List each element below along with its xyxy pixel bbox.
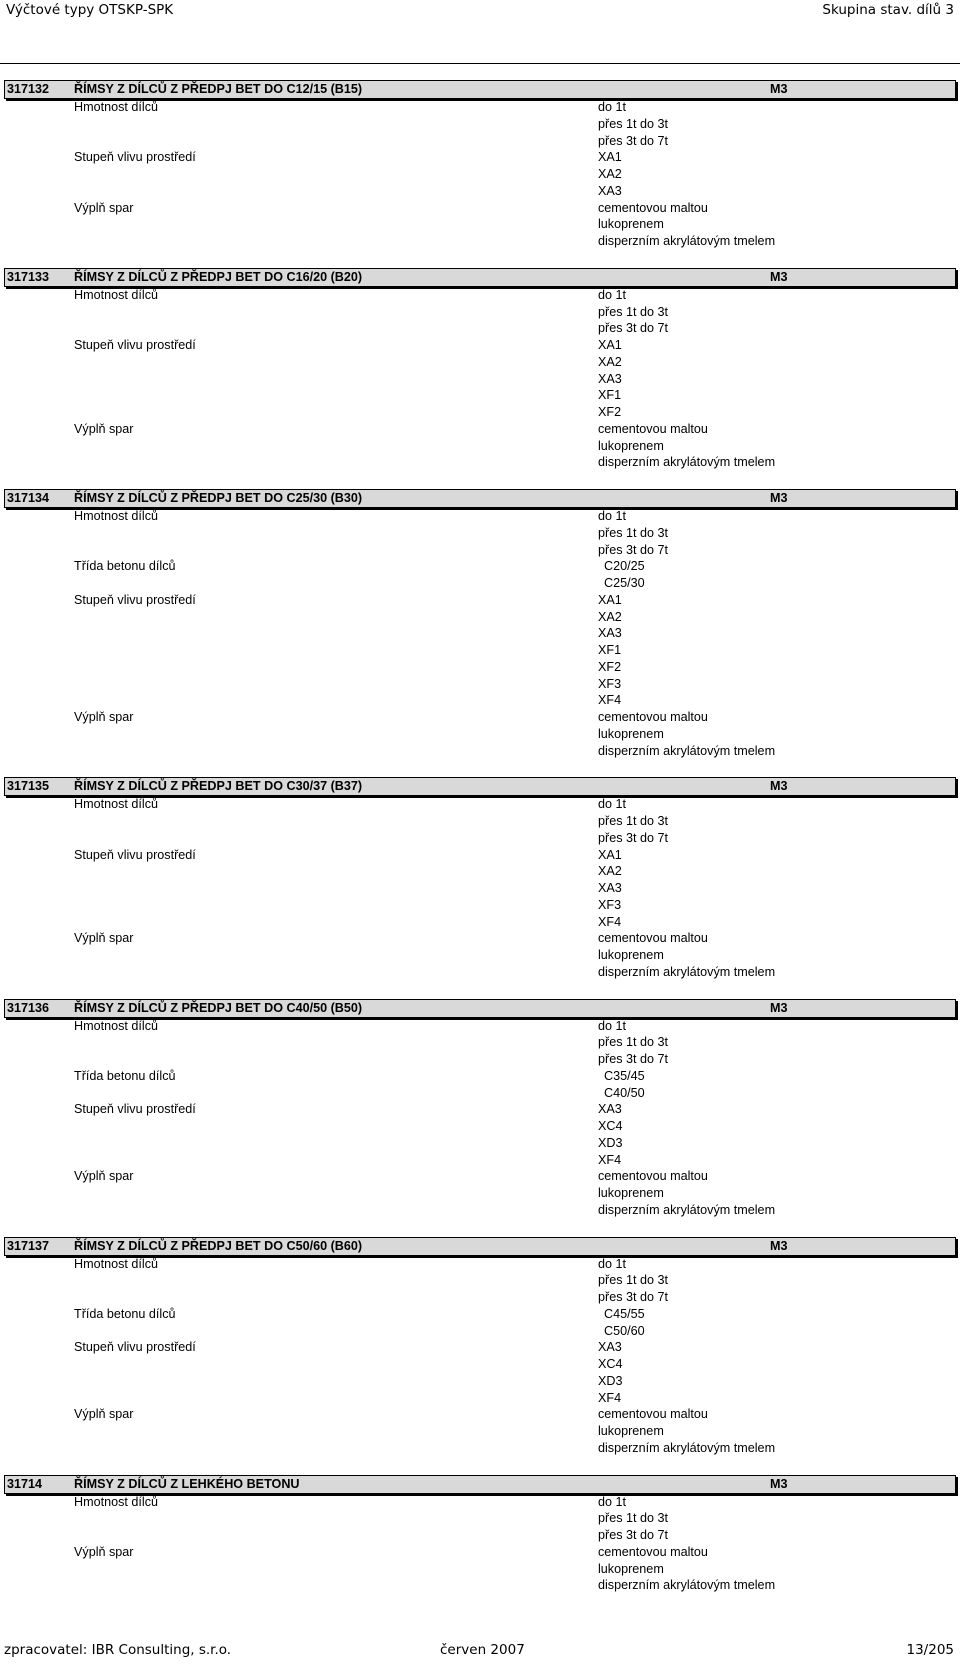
parameter-label: Třída betonu dílců — [74, 559, 176, 574]
parameter-row — [4, 1152, 956, 1169]
parameter-value: C45/55 — [604, 1306, 645, 1321]
parameter-value: XF2 — [598, 405, 622, 419]
parameter-row — [4, 1373, 956, 1390]
parameter-value: disperzním akrylátovým tmelem — [598, 1202, 776, 1217]
item-block — [4, 268, 956, 489]
parameter-row — [4, 1289, 956, 1306]
parameter-row — [4, 1390, 956, 1407]
parameter-value: XF1 — [598, 643, 622, 657]
parameter-row — [4, 813, 956, 830]
item-name: ŘÍMSY Z DÍLCŮ Z LEHKÉHO BETONU — [74, 1476, 300, 1491]
parameter-value: disperzním akrylátovým tmelem — [598, 743, 776, 758]
item-title-bar — [4, 1237, 956, 1256]
parameter-row — [4, 847, 956, 864]
item-code: 31714 — [7, 1476, 43, 1491]
parameter-value: XA2 — [598, 609, 622, 624]
parameter-label: Výplň spar — [74, 1407, 134, 1422]
parameter-row — [4, 438, 956, 455]
item-parameter-rows — [4, 1018, 956, 1219]
item-title-bar — [4, 999, 956, 1018]
parameter-value: cementovou maltou — [598, 931, 708, 946]
item-spacer — [4, 250, 956, 268]
parameter-row — [4, 947, 956, 964]
parameter-value: do 1t — [598, 1494, 627, 1509]
parameter-row — [4, 1202, 956, 1219]
parameter-row — [4, 133, 956, 150]
item-parameter-rows — [4, 1494, 956, 1595]
item-unit: M3 — [770, 1000, 788, 1015]
parameter-row — [4, 1256, 956, 1273]
parameter-value: přes 3t do 7t — [598, 321, 669, 336]
item-title-bar — [4, 80, 956, 99]
parameter-value: přes 3t do 7t — [598, 542, 669, 557]
parameter-row — [4, 1323, 956, 1340]
parameter-label: Hmotnost dílců — [74, 1494, 158, 1509]
item-code: 317134 — [7, 491, 50, 505]
item-code: 317132 — [7, 82, 50, 96]
parameter-value: disperzním akrylátovým tmelem — [598, 234, 776, 248]
parameter-row — [4, 166, 956, 183]
item-block — [4, 489, 956, 777]
parameter-row — [4, 508, 956, 525]
parameter-row — [4, 1544, 956, 1561]
parameter-row — [4, 404, 956, 421]
parameter-label: Stupeň vlivu prostředí — [74, 338, 196, 352]
parameter-row — [4, 709, 956, 726]
parameter-label: Stupeň vlivu prostředí — [74, 1102, 196, 1117]
item-unit: M3 — [770, 1476, 788, 1491]
item-name: ŘÍMSY Z DÍLCŮ Z PŘEDPJ BET DO C25/30 (B30) — [74, 491, 363, 505]
parameter-row — [4, 1494, 956, 1511]
parameter-value: XA2 — [598, 864, 622, 879]
parameter-row — [4, 659, 956, 676]
parameter-value: XA2 — [598, 354, 622, 369]
parameter-row — [4, 692, 956, 709]
item-title-bar — [4, 268, 956, 287]
parameter-row — [4, 200, 956, 217]
parameter-value: C35/45 — [604, 1068, 645, 1083]
parameter-row — [4, 1018, 956, 1035]
parameter-row — [4, 454, 956, 471]
parameter-row — [4, 1440, 956, 1457]
item-block — [4, 80, 956, 268]
item-block — [4, 1237, 956, 1475]
parameter-value: přes 3t do 7t — [598, 830, 669, 845]
item-list — [4, 80, 956, 1594]
parameter-value: XF1 — [598, 388, 622, 403]
parameter-row — [4, 116, 956, 133]
parameter-value: XA3 — [598, 1102, 622, 1117]
item-unit: M3 — [770, 779, 788, 794]
parameter-row — [4, 421, 956, 438]
parameter-label: Stupeň vlivu prostředí — [74, 150, 196, 165]
page-header — [0, 0, 960, 24]
item-spacer — [4, 981, 956, 999]
parameter-value: přes 3t do 7t — [598, 133, 669, 148]
parameter-row — [4, 1135, 956, 1152]
item-parameter-rows — [4, 1256, 956, 1457]
item-name: ŘÍMSY Z DÍLCŮ Z PŘEDPJ BET DO C12/15 (B15) — [74, 82, 363, 96]
parameter-value: lukoprenem — [598, 1186, 664, 1200]
parameter-row — [4, 796, 956, 813]
item-parameter-rows — [4, 508, 956, 759]
parameter-row — [4, 1561, 956, 1578]
parameter-value: lukoprenem — [598, 217, 664, 232]
parameter-row — [4, 287, 956, 304]
item-name: ŘÍMSY Z DÍLCŮ Z PŘEDPJ BET DO C16/20 (B20) — [74, 269, 363, 284]
parameter-row — [4, 592, 956, 609]
parameter-value: XA3 — [598, 371, 622, 386]
parameter-row — [4, 625, 956, 642]
parameter-value: XF2 — [598, 659, 622, 674]
parameter-row — [4, 525, 956, 542]
parameter-row — [4, 575, 956, 592]
item-block — [4, 999, 956, 1237]
parameter-value: XC4 — [598, 1357, 623, 1371]
parameter-value: přes 1t do 3t — [598, 1511, 669, 1526]
item-code: 317135 — [7, 779, 50, 794]
parameter-row — [4, 1577, 956, 1594]
item-title-bar — [4, 489, 956, 508]
parameter-label: Třída betonu dílců — [74, 1306, 176, 1321]
header-section-title: Skupina stav. dílů 3 — [822, 2, 954, 18]
item-spacer — [4, 471, 956, 489]
parameter-label: Výplň spar — [74, 1544, 134, 1559]
parameter-row — [4, 1034, 956, 1051]
parameter-label: Hmotnost dílců — [74, 100, 158, 114]
parameter-value: C50/60 — [604, 1323, 645, 1338]
parameter-value: do 1t — [598, 797, 627, 812]
parameter-label: Hmotnost dílců — [74, 287, 158, 302]
parameter-label: Stupeň vlivu prostředí — [74, 847, 196, 862]
parameter-row — [4, 1423, 956, 1440]
header-document-title: Výčtové typy OTSKP-SPK — [6, 2, 174, 18]
parameter-row — [4, 930, 956, 947]
parameter-value: C20/25 — [604, 559, 645, 574]
parameter-value: disperzním akrylátovým tmelem — [598, 1440, 776, 1455]
parameter-row — [4, 676, 956, 693]
parameter-value: přes 1t do 3t — [598, 525, 669, 540]
item-code: 317133 — [7, 269, 50, 284]
parameter-row — [4, 558, 956, 575]
parameter-value: lukoprenem — [598, 726, 664, 741]
parameter-value: přes 1t do 3t — [598, 1273, 669, 1288]
parameter-value: XF4 — [598, 914, 622, 929]
parameter-value: lukoprenem — [598, 438, 664, 453]
parameter-value: XF3 — [598, 897, 622, 912]
parameter-value: přes 1t do 3t — [598, 1035, 669, 1050]
item-unit: M3 — [770, 491, 788, 505]
parameter-value: XD3 — [598, 1135, 623, 1150]
parameter-row — [4, 304, 956, 321]
parameter-value: cementovou maltou — [598, 710, 708, 724]
parameter-value: lukoprenem — [598, 1424, 664, 1438]
parameter-row — [4, 320, 956, 337]
parameter-row — [4, 642, 956, 659]
parameter-value: přes 3t do 7t — [598, 1528, 669, 1542]
parameter-row — [4, 99, 956, 116]
parameter-row — [4, 830, 956, 847]
item-block — [4, 777, 956, 998]
parameter-row — [4, 1339, 956, 1356]
parameter-label: Výplň spar — [74, 1169, 134, 1184]
parameter-row — [4, 387, 956, 404]
parameter-label: Výplň spar — [74, 931, 134, 946]
item-spacer — [4, 1219, 956, 1237]
parameter-value: XF4 — [598, 693, 622, 708]
parameter-value: XF4 — [598, 1390, 622, 1405]
parameter-row — [4, 964, 956, 981]
item-unit: M3 — [770, 1238, 788, 1253]
parameter-label: Hmotnost dílců — [74, 509, 158, 523]
parameter-row — [4, 216, 956, 233]
parameter-label: Třída betonu dílců — [74, 1068, 176, 1083]
parameter-value: do 1t — [598, 287, 627, 302]
parameter-label: Výplň spar — [74, 421, 134, 436]
item-spacer — [4, 1457, 956, 1475]
parameter-value: cementovou maltou — [598, 421, 708, 436]
header-divider — [0, 63, 960, 64]
parameter-row — [4, 233, 956, 250]
parameter-value: přes 1t do 3t — [598, 116, 669, 131]
parameter-label: Stupeň vlivu prostředí — [74, 1340, 196, 1355]
parameter-value: přes 1t do 3t — [598, 304, 669, 319]
parameter-value: XD3 — [598, 1373, 623, 1388]
item-name: ŘÍMSY Z DÍLCŮ Z PŘEDPJ BET DO C40/50 (B50) — [74, 1000, 363, 1015]
parameter-value: XF4 — [598, 1152, 622, 1167]
item-code: 317136 — [7, 1000, 50, 1015]
parameter-label: Stupeň vlivu prostředí — [74, 592, 196, 607]
footer-page-number: 13/205 — [906, 1642, 954, 1658]
parameter-value: XA1 — [598, 592, 622, 607]
parameter-row — [4, 1406, 956, 1423]
parameter-row — [4, 1118, 956, 1135]
parameter-value: XA3 — [598, 1340, 622, 1355]
item-spacer — [4, 759, 956, 777]
page-footer — [0, 1640, 960, 1664]
parameter-value: lukoprenem — [598, 1561, 664, 1576]
parameter-value: cementovou maltou — [598, 1169, 708, 1184]
parameter-value: do 1t — [598, 100, 627, 114]
parameter-row — [4, 1527, 956, 1544]
parameter-label: Hmotnost dílců — [74, 1256, 158, 1271]
parameter-value: XA3 — [598, 881, 622, 895]
item-parameter-rows — [4, 287, 956, 471]
parameter-value: XA1 — [598, 847, 622, 862]
parameter-value: do 1t — [598, 1256, 627, 1271]
item-title-bar — [4, 1475, 956, 1494]
parameter-row — [4, 1051, 956, 1068]
parameter-row — [4, 183, 956, 200]
parameter-value: přes 3t do 7t — [598, 1052, 669, 1066]
parameter-row — [4, 1068, 956, 1085]
parameter-row — [4, 371, 956, 388]
parameter-value: disperzním akrylátovým tmelem — [598, 964, 776, 979]
parameter-value: XA1 — [598, 338, 622, 352]
parameter-row — [4, 914, 956, 931]
item-code: 317137 — [7, 1238, 50, 1253]
parameter-label: Hmotnost dílců — [74, 1018, 158, 1033]
parameter-value: disperzním akrylátovým tmelem — [598, 1578, 776, 1593]
parameter-row — [4, 1101, 956, 1118]
parameter-value: cementovou maltou — [598, 200, 708, 215]
parameter-row — [4, 743, 956, 760]
parameter-row — [4, 1185, 956, 1202]
parameter-row — [4, 542, 956, 559]
parameter-row — [4, 1085, 956, 1102]
parameter-label: Výplň spar — [74, 200, 134, 215]
parameter-value: XA3 — [598, 626, 622, 641]
item-name: ŘÍMSY Z DÍLCŮ Z PŘEDPJ BET DO C50/60 (B60) — [74, 1238, 363, 1253]
parameter-row — [4, 354, 956, 371]
parameter-value: cementovou maltou — [598, 1544, 708, 1559]
parameter-row — [4, 863, 956, 880]
parameter-value: do 1t — [598, 1018, 627, 1033]
parameter-row — [4, 897, 956, 914]
parameter-value: XA3 — [598, 183, 622, 198]
footer-date: červen 2007 — [440, 1642, 525, 1658]
parameter-value: XA1 — [598, 150, 622, 165]
parameter-value: C25/30 — [604, 576, 645, 590]
item-parameter-rows — [4, 99, 956, 250]
parameter-value: XF3 — [598, 676, 622, 691]
item-unit: M3 — [770, 82, 788, 96]
parameter-row — [4, 609, 956, 626]
parameter-row — [4, 1272, 956, 1289]
parameter-row — [4, 880, 956, 897]
parameter-row — [4, 337, 956, 354]
footer-author: zpracovatel: IBR Consulting, s.r.o. — [4, 1642, 232, 1658]
parameter-value: XC4 — [598, 1119, 623, 1133]
parameter-label: Hmotnost dílců — [74, 797, 158, 812]
item-name: ŘÍMSY Z DÍLCŮ Z PŘEDPJ BET DO C30/37 (B37) — [74, 779, 363, 794]
parameter-value: do 1t — [598, 509, 627, 523]
parameter-value: XA2 — [598, 167, 622, 181]
parameter-row — [4, 1356, 956, 1373]
parameter-value: C40/50 — [604, 1085, 645, 1100]
parameter-value: přes 1t do 3t — [598, 814, 669, 828]
item-title-bar — [4, 777, 956, 796]
parameter-value: disperzním akrylátovým tmelem — [598, 455, 776, 470]
parameter-value: lukoprenem — [598, 948, 664, 962]
item-unit: M3 — [770, 269, 788, 284]
parameter-row — [4, 1510, 956, 1527]
item-parameter-rows — [4, 796, 956, 980]
parameter-row — [4, 1306, 956, 1323]
parameter-value: přes 3t do 7t — [598, 1290, 669, 1304]
parameter-label: Výplň spar — [74, 710, 134, 724]
parameter-row — [4, 1168, 956, 1185]
parameter-row — [4, 149, 956, 166]
item-block — [4, 1475, 956, 1595]
parameter-value: cementovou maltou — [598, 1407, 708, 1422]
parameter-row — [4, 726, 956, 743]
